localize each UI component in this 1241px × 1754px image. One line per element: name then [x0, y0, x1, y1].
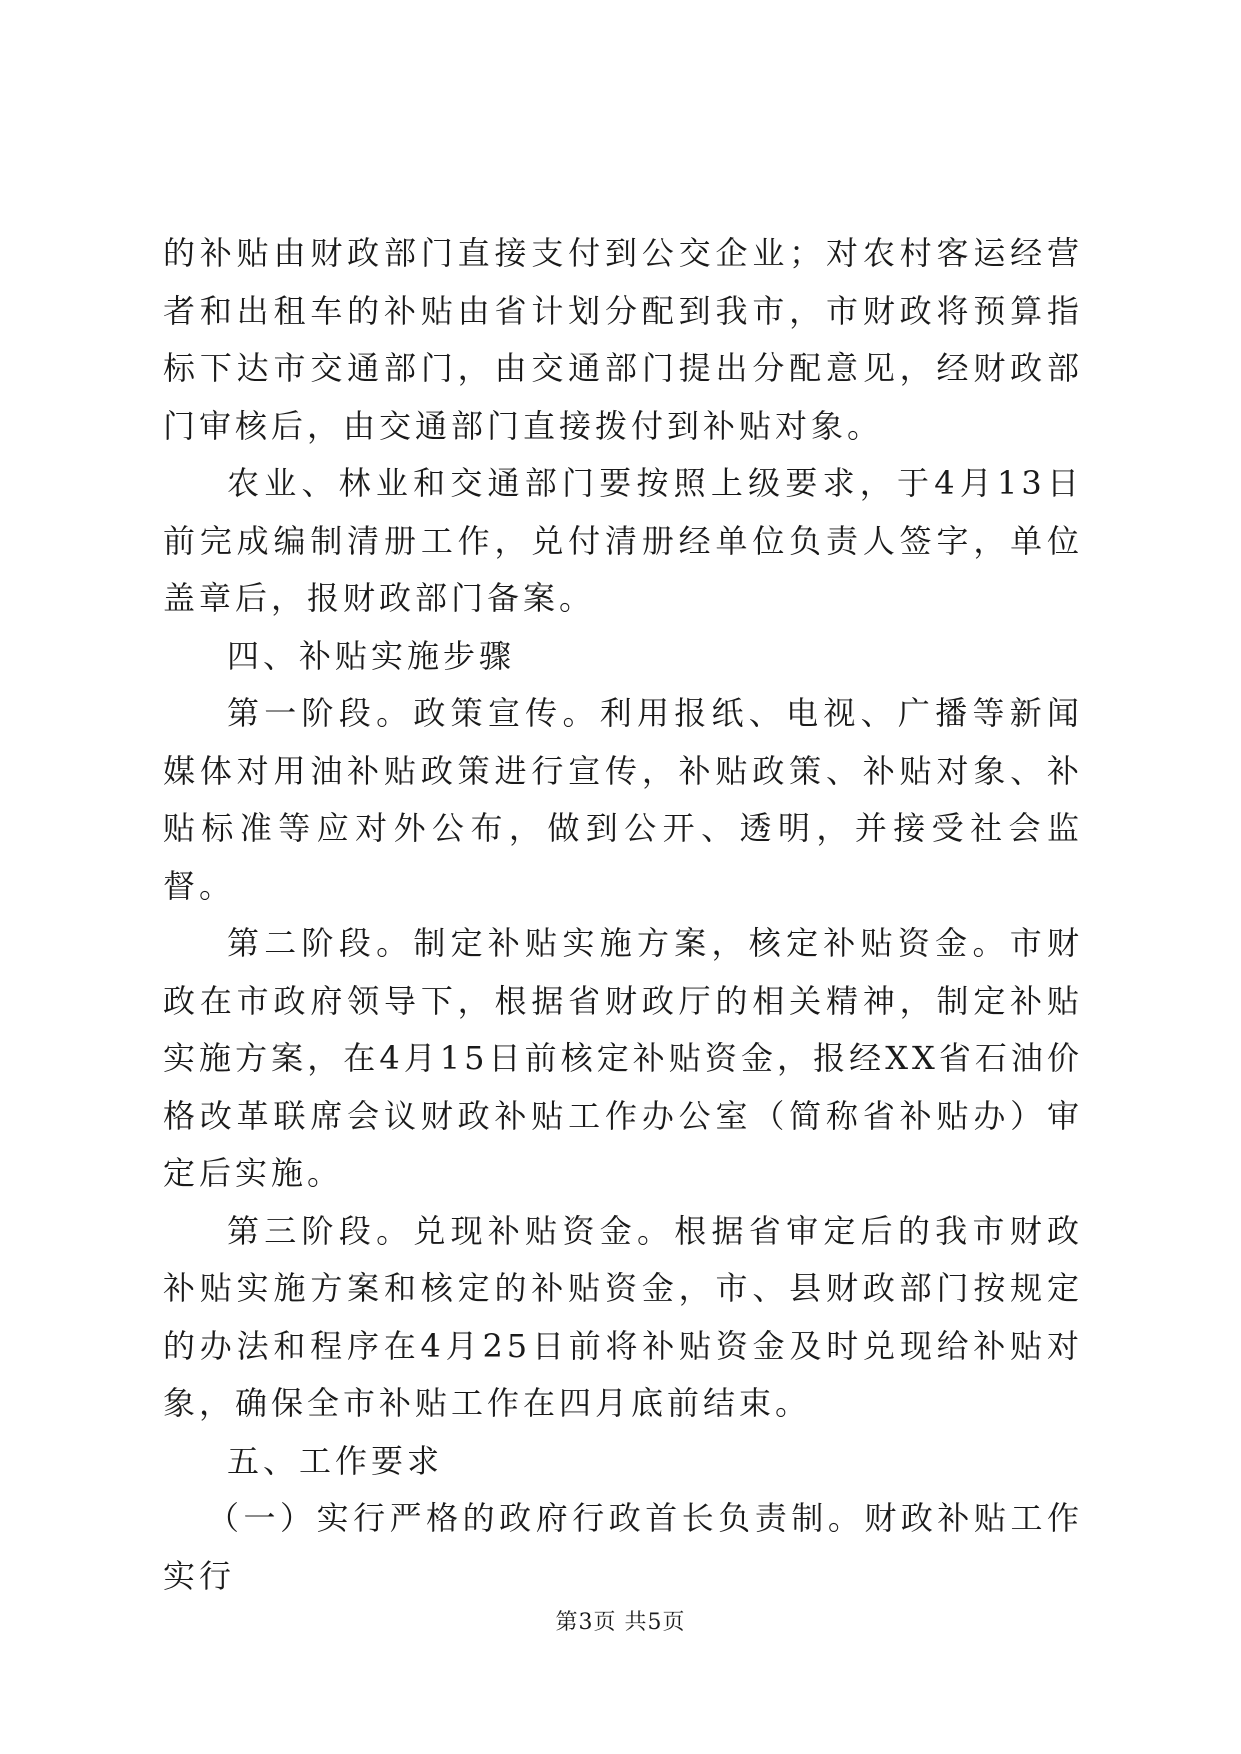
paragraph-requirement-one: （一）实行严格的政府行政首长负责制。财政补贴工作实行	[163, 1499, 1083, 1595]
paragraph-registry: 农业、林业和交通部门要按照上级要求，于4月13日前完成编制清册工作，兑付清册经单位负责人签字，单位盖章后，报财政部门备案。	[163, 464, 1083, 617]
paragraph-continuation: 的补贴由财政部门直接支付到公交企业；对农村客运经营者和出租车的补贴由省计划分配到我市，市财政将预算指标下达市交通部门，由交通部门提出分配意见，经财政部门审核后，由交通部门直接拨付到补贴对象。	[163, 234, 1083, 445]
paragraph-stage-three: 第三阶段。兑现补贴资金。根据省审定后的我市财政补贴实施方案和核定的补贴资金，市、县财政部门按规定的办法和程序在4月25日前将补贴资金及时兑现给补贴对象，确保全市补贴工作在四月底前结束。	[163, 1211, 1083, 1422]
document-body	[163, 225, 1083, 1605]
page-footer: 第3页 共5页	[555, 1610, 686, 1635]
section-heading-steps: 四、补贴实施步骤	[227, 636, 516, 675]
section-heading-requirements: 五、工作要求	[227, 1441, 444, 1480]
paragraph-stage-two: 第二阶段。制定补贴实施方案，核定补贴资金。市财政在市政府领导下，根据省财政厅的相关精神，制定补贴实施方案，在4月15日前核定补贴资金，报经XX省石油价格改革联席会议财政补贴工作办公室（简称省补贴办）审定后实施。	[163, 924, 1083, 1192]
paragraph-stage-one: 第一阶段。政策宣传。利用报纸、电视、广播等新闻媒体对用油补贴政策进行宣传，补贴政策、补贴对象、补贴标准等应对外公布，做到公开、透明，并接受社会监督。	[163, 694, 1083, 905]
